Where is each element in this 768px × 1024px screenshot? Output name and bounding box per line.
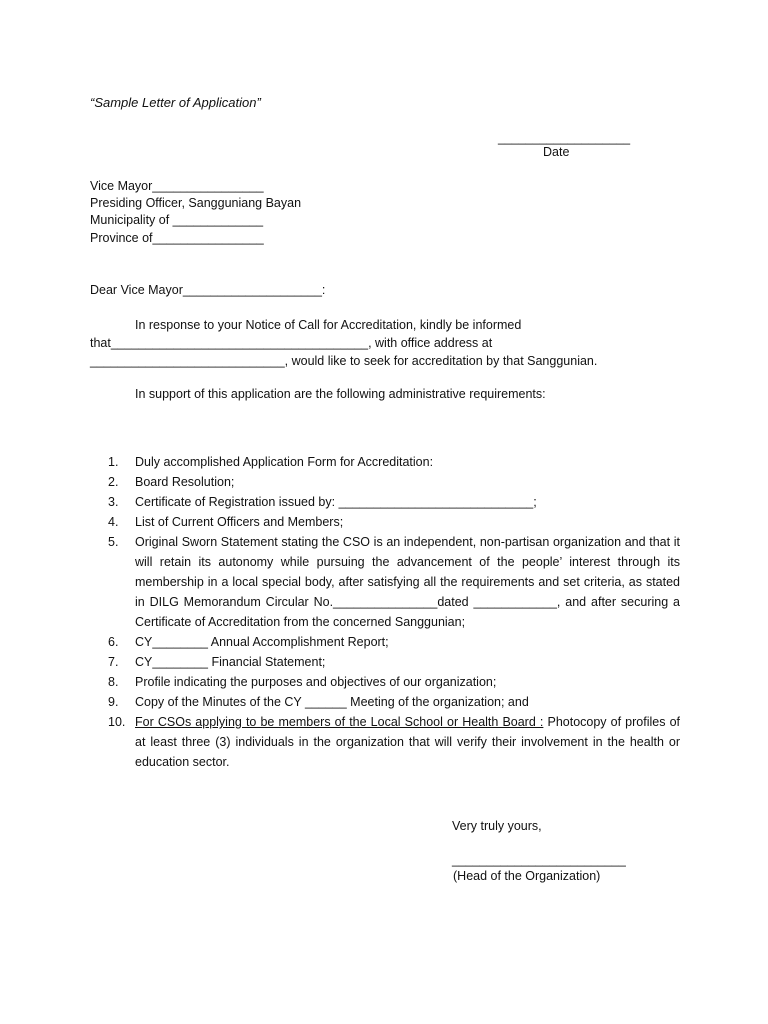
list-item-number: 10. (108, 715, 126, 729)
list-item (90, 512, 680, 532)
addressee-province: Province of________________ (90, 231, 264, 245)
list-item-text: List of Current Officers and Members; (135, 515, 344, 529)
signatory-label: (Head of the Organization) (453, 869, 601, 883)
list-item (90, 672, 680, 692)
list-item-text: Profile indicating the purposes and objectives of our organization; (135, 675, 497, 689)
addressee-presiding-officer: Presiding Officer, Sangguniang Bayan (90, 196, 302, 210)
paragraph-1-line-1: In response to your Notice of Call for Accreditation, kindly be informed (135, 318, 522, 332)
paragraph-2: In support of this application are the following administrative requirements: (135, 387, 546, 401)
list-item (90, 472, 680, 492)
paragraph-1-line-3: ____________________________, would like to seek for accreditation by that Sanggunian. (90, 354, 598, 368)
list-item-number: 9. (108, 695, 119, 709)
list-item (90, 452, 680, 472)
list-item-text: CY________ Financial Statement; (135, 655, 326, 669)
list-item (90, 692, 680, 712)
addressee-vice-mayor: Vice Mayor________________ (90, 179, 264, 193)
list-item-number: 6. (108, 635, 119, 649)
document-title: “Sample Letter of Application” (90, 95, 261, 110)
list-item-number: 4. (108, 515, 119, 529)
list-item (90, 532, 680, 632)
list-item-number: 2. (108, 475, 119, 489)
list-item-number: 5. (108, 535, 119, 549)
list-item-lead: For CSOs applying to be members of the Local School or Health Board : (135, 715, 544, 729)
list-item-text: CY________ Annual Accomplishment Report; (135, 635, 389, 649)
list-item (90, 712, 680, 772)
date-blank-line: ___________________ (498, 131, 631, 145)
list-item (90, 652, 680, 672)
list-item (90, 492, 680, 512)
list-item-text: Duly accomplished Application Form for Accreditation: (135, 455, 434, 469)
list-item-number: 8. (108, 675, 119, 689)
list-item-number: 7. (108, 655, 119, 669)
addressee-municipality: Municipality of _____________ (90, 213, 264, 227)
list-item-text: Board Resolution; (135, 475, 235, 489)
list-item-text: Certificate of Registration issued by: ____________________________; (135, 495, 537, 509)
list-item-number: 3. (108, 495, 119, 509)
list-item-text: Copy of the Minutes of the CY ______ Meeting of the organization; and (135, 695, 529, 709)
date-label: Date (543, 145, 570, 159)
paragraph-1-line-2: that_____________________________________, with office address at (90, 336, 493, 350)
list-item-text: Photocopy of profiles of at least three (3) individuals in the organization that will verify their involvement in the health or education sector. (135, 715, 680, 769)
list-item-text: Original Sworn Statement stating the CSO is an independent, non-partisan organization and that it will retain its autonomy while pursuing the advancement of the people’ interest through its membership in a local special body, after satisfying all the requirements and set criteria, as stated in DILG Memorandum Circular No._______________dated ____________, and after securing a Certificate of Accreditation from the concerned Sanggunian; (135, 535, 680, 629)
salutation: Dear Vice Mayor____________________: (90, 283, 326, 297)
requirements-list (90, 452, 680, 772)
signature-line: _________________________ (452, 853, 626, 867)
list-item (90, 632, 680, 652)
list-item-number: 1. (108, 455, 119, 469)
closing-text: Very truly yours, (452, 819, 542, 833)
